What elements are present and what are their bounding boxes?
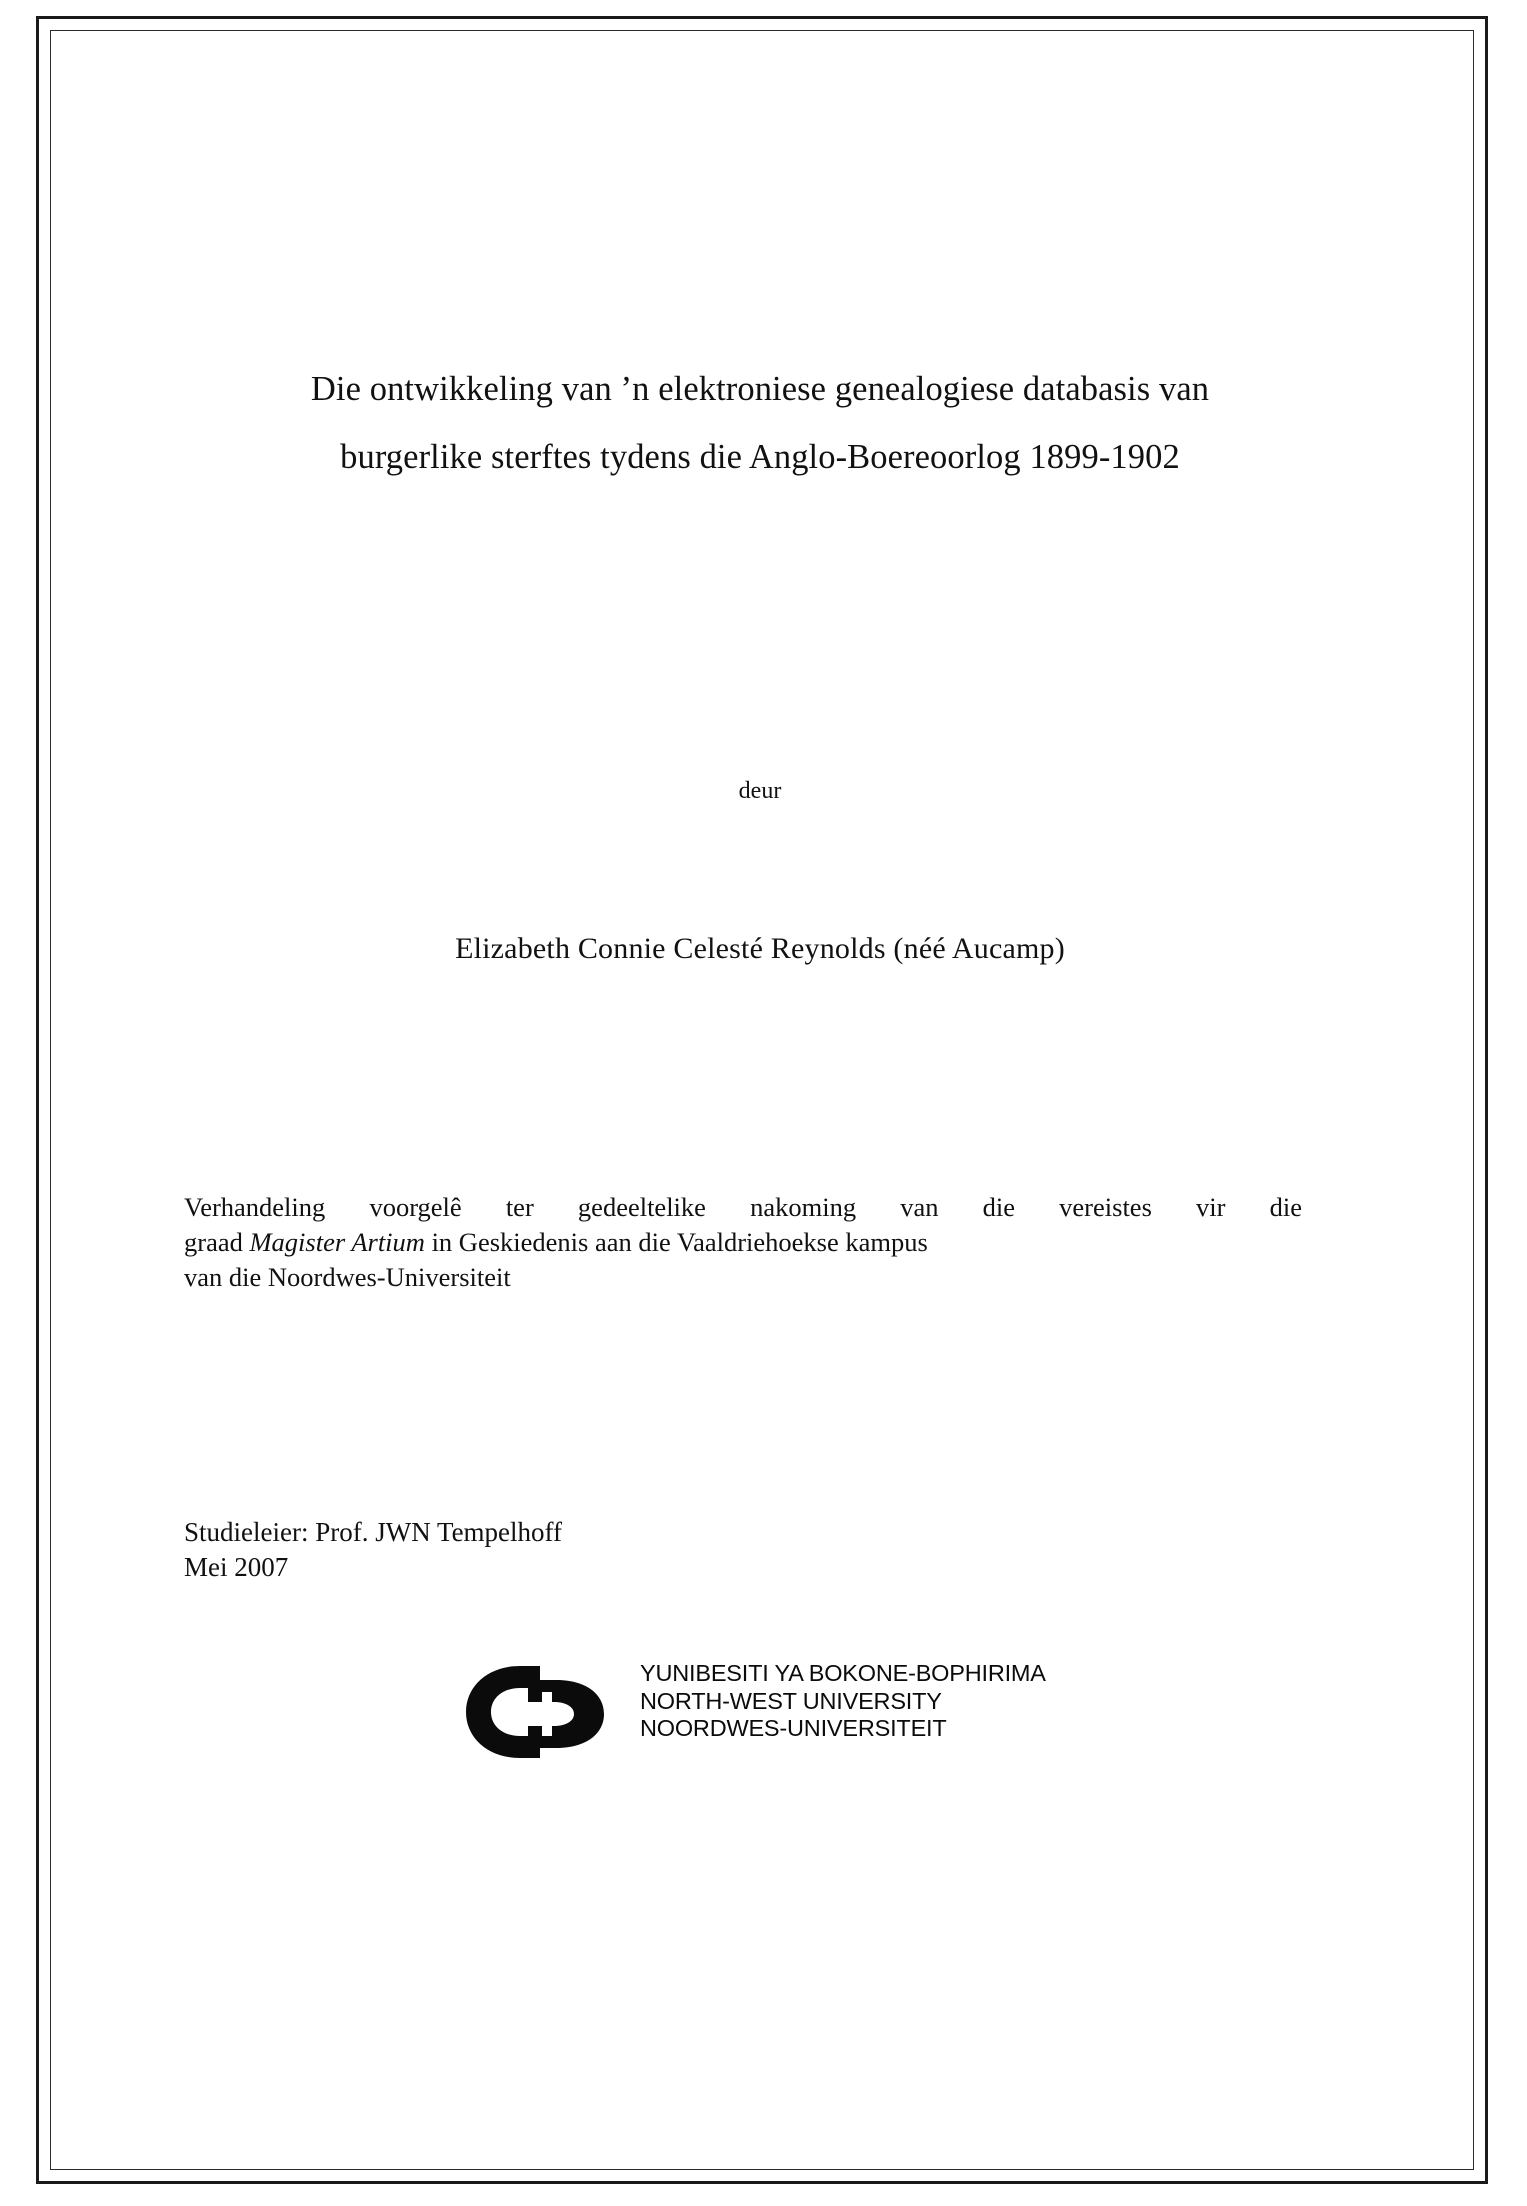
title-page-content xyxy=(180,60,1340,2110)
title-line-2: burgerlike sterftes tydens die Anglo-Boereoorlog 1899-1902 xyxy=(340,437,1180,476)
date-line: Mei 2007 xyxy=(184,1551,289,1582)
logo-text-line-1: YUNIBESITI YA BOKONE-BOPHIRIMA xyxy=(640,1660,1046,1686)
supervisor-block xyxy=(184,1515,562,1584)
logo-text-line-3: NOORDWES-UNIVERSITEIT xyxy=(640,1715,947,1742)
degree-statement xyxy=(184,1190,1302,1296)
by-label: deur xyxy=(738,778,782,804)
author-name: Elizabeth Connie Celesté Reynolds (néé Aucamp) xyxy=(455,932,1065,965)
page-title xyxy=(180,372,1340,474)
university-logo xyxy=(458,1658,1078,1768)
degree-statement-line-2-post: in Geskiedenis aan die Vaaldriehoekse kampus xyxy=(424,1227,928,1258)
degree-statement-line-2 xyxy=(184,1225,1302,1260)
nwu-logo-icon xyxy=(458,1662,628,1762)
supervisor-line: Studieleier: Prof. JWN Tempelhoff xyxy=(184,1517,563,1547)
degree-statement-line-1: Verhandeling voorgelê ter gedeeltelike nakoming van die vereistes vir die xyxy=(184,1192,1302,1222)
degree-name-italic: Magister Artium xyxy=(249,1227,425,1258)
title-line-1: Die ontwikkeling van ’n elektroniese genealogiese databasis van xyxy=(310,370,1210,408)
university-logo-text xyxy=(640,1660,1046,1743)
degree-statement-line-3: van die Noordwes-Universiteit xyxy=(184,1262,511,1293)
logo-text-line-2: NORTH-WEST UNIVERSITY xyxy=(640,1687,942,1714)
degree-statement-line-2-pre: graad xyxy=(184,1227,250,1258)
